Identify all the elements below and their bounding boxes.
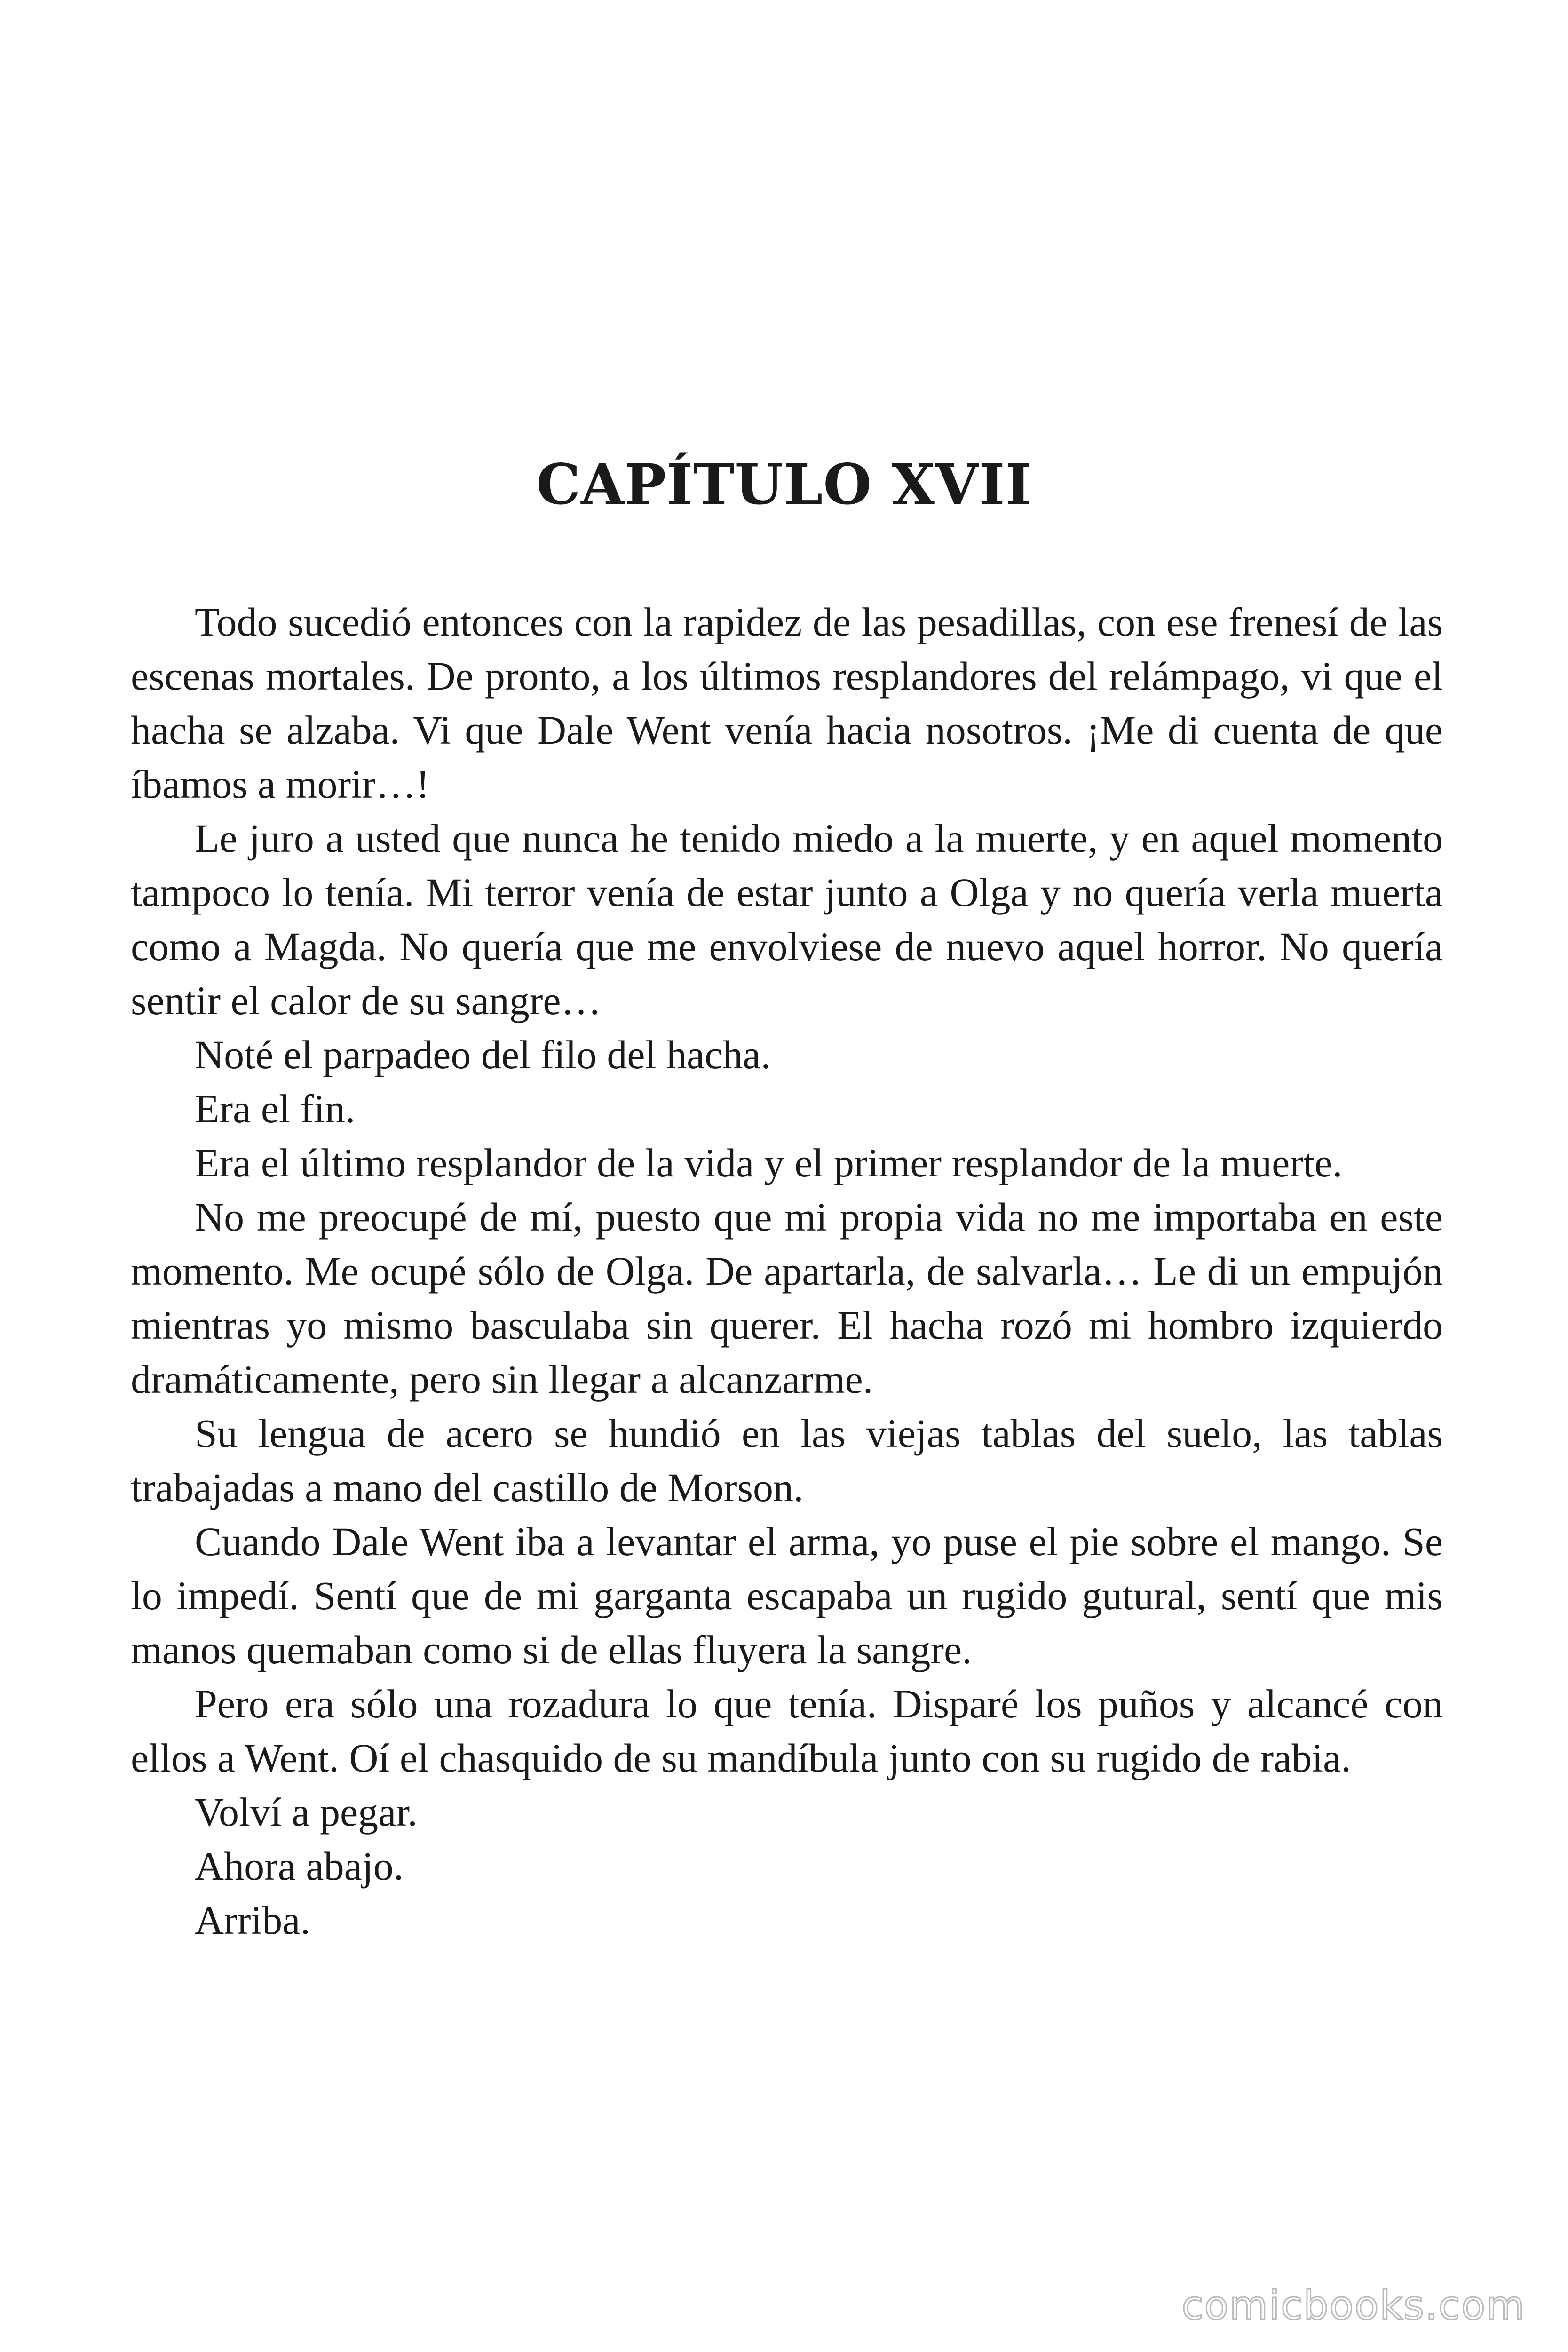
- paragraph: Pero era sólo una rozadura lo que tenía. Disparé los puños y alcancé con ellos a Went. Oí el chasquido de su mandíbula junto con su rugido de rabia.: [131, 1681, 1443, 1780]
- chapter-title: CAPÍTULO XVII: [536, 452, 1032, 517]
- paragraph: Su lengua de acero se hundió en las viejas tablas del suelo, las tablas trabajadas a mano del castillo de Morson.: [131, 1411, 1443, 1510]
- paragraph: Le juro a usted que nunca he tenido miedo a la muerte, y en aquel momento tampoco lo tenía. Mi terror venía de estar junto a Olga y no quería verla muerta como a Magda. No quería que me envolviese de nuevo aquel horror. No quería sentir el calor de su sangre…: [131, 816, 1443, 1023]
- paragraph: Cuando Dale Went iba a levantar el arma, yo puse el pie sobre el mango. Se lo impedí. Sentí que de mi garganta escapaba un rugido gutural, sentí que mis manos quemaban como si de ellas fluyera la sangre.: [131, 1519, 1443, 1672]
- paragraph: Volví a pegar.: [195, 1789, 418, 1835]
- paragraph: Todo sucedió entonces con la rapidez de las pesadillas, con ese frenesí de las escenas mortales. De pronto, a los últimos resplandores del relámpago, vi que el hacha se alzaba. Vi que Dale Went venía hacia nosotros. ¡Me di cuenta de que íbamos a morir…!: [131, 599, 1443, 807]
- chapter-body: [131, 595, 1443, 1947]
- paragraph: Era el fin.: [195, 1086, 356, 1131]
- paragraph: Ahora abajo.: [195, 1843, 404, 1889]
- watermark: comicbooks.com: [1181, 2282, 1526, 2328]
- paragraph: Arriba.: [195, 1898, 310, 1943]
- paragraph: Noté el parpadeo del filo del hacha.: [195, 1032, 771, 1077]
- paragraph: No me preocupé de mí, puesto que mi propia vida no me importaba en este momento. Me ocupé sólo de Olga. De apartarla, de salvarla… Le di un empujón mientras yo mismo basculaba sin querer. El hacha rozó mi hombro izquierdo dramáticamente, pero sin llegar a alcanzarme.: [131, 1194, 1443, 1402]
- paragraph: Era el último resplandor de la vida y el primer resplandor de la muerte.: [195, 1140, 1343, 1185]
